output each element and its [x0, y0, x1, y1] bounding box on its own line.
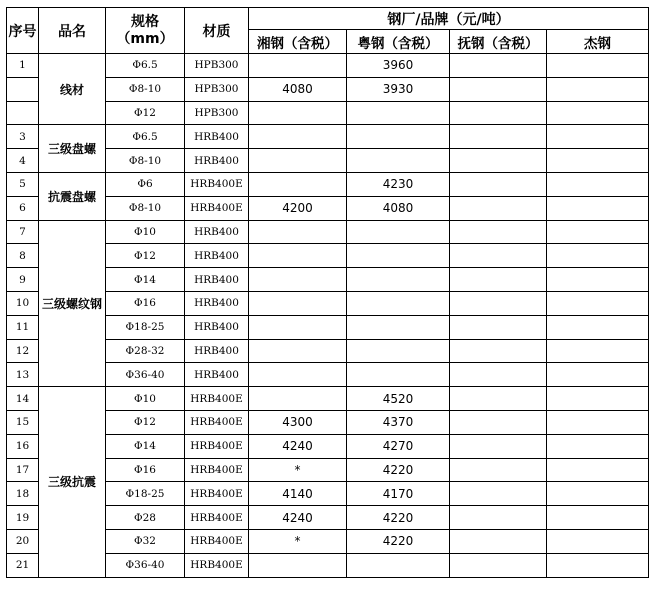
- header-spec: [106, 8, 185, 54]
- material-cell: HRB400E: [185, 458, 249, 482]
- price-jie-cell: [547, 268, 649, 292]
- price-yue-cell: [347, 101, 450, 125]
- price-fu-cell: [450, 268, 547, 292]
- material-cell: HRB400E: [185, 172, 249, 196]
- price-xiang-cell: 4300: [249, 410, 347, 434]
- price-fu-cell: [450, 529, 547, 553]
- price-yue-cell: [347, 268, 450, 292]
- price-jie-cell: [547, 529, 649, 553]
- price-xiang-cell: [249, 172, 347, 196]
- spec-cell: Φ8-10: [106, 196, 185, 220]
- material-cell: HPB300: [185, 54, 249, 78]
- header-brand-jie: 杰钢: [547, 30, 649, 54]
- spec-cell: Φ10: [106, 220, 185, 244]
- price-jie-cell: [547, 553, 649, 577]
- price-fu-cell: [450, 434, 547, 458]
- price-yue-cell: [347, 363, 450, 387]
- seq-cell: 1: [7, 54, 39, 78]
- price-xiang-cell: [249, 101, 347, 125]
- seq-cell: 8: [7, 244, 39, 268]
- material-cell: HRB400E: [185, 196, 249, 220]
- header-name: 品名: [39, 8, 106, 54]
- table-row: [7, 54, 649, 78]
- header-material: 材质: [185, 8, 249, 54]
- seq-cell: [7, 101, 39, 125]
- price-jie-cell: [547, 125, 649, 149]
- material-cell: HRB400: [185, 363, 249, 387]
- product-name-cell: 三级螺纹钢: [39, 220, 106, 387]
- price-yue-cell: 4220: [347, 458, 450, 482]
- price-jie-cell: [547, 482, 649, 506]
- spec-cell: Φ16: [106, 458, 185, 482]
- price-jie-cell: [547, 149, 649, 173]
- table-row: [7, 220, 649, 244]
- price-fu-cell: [450, 172, 547, 196]
- price-jie-cell: [547, 387, 649, 411]
- spec-cell: Φ14: [106, 268, 185, 292]
- price-xiang-cell: [249, 339, 347, 363]
- material-cell: HRB400E: [185, 553, 249, 577]
- price-jie-cell: [547, 244, 649, 268]
- price-yue-cell: 4520: [347, 387, 450, 411]
- header-brand-group: 钢厂/品牌（元/吨）: [249, 8, 649, 30]
- spec-cell: Φ36-40: [106, 363, 185, 387]
- spec-cell: Φ16: [106, 291, 185, 315]
- seq-cell: 12: [7, 339, 39, 363]
- material-cell: HRB400: [185, 125, 249, 149]
- product-name-cell: 线材: [39, 54, 106, 125]
- price-jie-cell: [547, 172, 649, 196]
- seq-cell: 9: [7, 268, 39, 292]
- price-yue-cell: 4220: [347, 529, 450, 553]
- price-fu-cell: [450, 149, 547, 173]
- price-yue-cell: [347, 220, 450, 244]
- seq-cell: 18: [7, 482, 39, 506]
- header-seq: 序号: [7, 8, 39, 54]
- price-xiang-cell: *: [249, 458, 347, 482]
- seq-cell: 15: [7, 410, 39, 434]
- price-fu-cell: [450, 77, 547, 101]
- spec-cell: Φ36-40: [106, 553, 185, 577]
- price-fu-cell: [450, 101, 547, 125]
- price-xiang-cell: [249, 315, 347, 339]
- price-xiang-cell: [249, 387, 347, 411]
- table-row: [7, 387, 649, 411]
- spec-cell: Φ12: [106, 410, 185, 434]
- product-name-cell: 三级盘螺: [39, 125, 106, 173]
- seq-cell: 21: [7, 553, 39, 577]
- spec-cell: Φ8-10: [106, 149, 185, 173]
- price-jie-cell: [547, 410, 649, 434]
- header-brand-fu: 抚钢（含税）: [450, 30, 547, 54]
- price-xiang-cell: [249, 54, 347, 78]
- price-fu-cell: [450, 387, 547, 411]
- price-fu-cell: [450, 339, 547, 363]
- price-xiang-cell: 4080: [249, 77, 347, 101]
- seq-cell: 7: [7, 220, 39, 244]
- header-brand-xiang: 湘钢（含税）: [249, 30, 347, 54]
- table-body: [7, 54, 649, 578]
- material-cell: HPB300: [185, 101, 249, 125]
- spec-cell: Φ32: [106, 529, 185, 553]
- price-fu-cell: [450, 553, 547, 577]
- price-fu-cell: [450, 506, 547, 530]
- seq-cell: 11: [7, 315, 39, 339]
- spec-cell: Φ6.5: [106, 54, 185, 78]
- price-jie-cell: [547, 458, 649, 482]
- seq-cell: 3: [7, 125, 39, 149]
- product-name-cell: 三级抗震: [39, 387, 106, 577]
- spec-cell: Φ10: [106, 387, 185, 411]
- seq-cell: 14: [7, 387, 39, 411]
- price-fu-cell: [450, 315, 547, 339]
- seq-cell: [7, 77, 39, 101]
- price-yue-cell: 4270: [347, 434, 450, 458]
- price-xiang-cell: 4140: [249, 482, 347, 506]
- price-xiang-cell: *: [249, 529, 347, 553]
- price-xiang-cell: [249, 291, 347, 315]
- spec-cell: Φ12: [106, 101, 185, 125]
- price-yue-cell: 4080: [347, 196, 450, 220]
- table-row: [7, 125, 649, 149]
- seq-cell: 10: [7, 291, 39, 315]
- price-yue-cell: 4230: [347, 172, 450, 196]
- material-cell: HRB400: [185, 315, 249, 339]
- spec-cell: Φ28-32: [106, 339, 185, 363]
- material-cell: HRB400: [185, 149, 249, 173]
- steel-price-table: [6, 7, 649, 578]
- price-fu-cell: [450, 196, 547, 220]
- seq-cell: 5: [7, 172, 39, 196]
- price-xiang-cell: [249, 149, 347, 173]
- price-xiang-cell: 4240: [249, 506, 347, 530]
- price-jie-cell: [547, 196, 649, 220]
- price-fu-cell: [450, 363, 547, 387]
- material-cell: HRB400: [185, 339, 249, 363]
- spec-cell: Φ6: [106, 172, 185, 196]
- material-cell: HRB400E: [185, 410, 249, 434]
- seq-cell: 20: [7, 529, 39, 553]
- price-fu-cell: [450, 410, 547, 434]
- material-cell: HRB400: [185, 291, 249, 315]
- spec-cell: Φ12: [106, 244, 185, 268]
- price-fu-cell: [450, 244, 547, 268]
- price-xiang-cell: [249, 244, 347, 268]
- price-yue-cell: 4220: [347, 506, 450, 530]
- spec-cell: Φ8-10: [106, 77, 185, 101]
- material-cell: HRB400E: [185, 482, 249, 506]
- material-cell: HRB400E: [185, 434, 249, 458]
- seq-cell: 4: [7, 149, 39, 173]
- price-xiang-cell: [249, 125, 347, 149]
- price-jie-cell: [547, 54, 649, 78]
- price-fu-cell: [450, 482, 547, 506]
- seq-cell: 16: [7, 434, 39, 458]
- header-brand-yue: 粤钢（含税）: [347, 30, 450, 54]
- price-jie-cell: [547, 506, 649, 530]
- price-yue-cell: [347, 125, 450, 149]
- price-xiang-cell: [249, 268, 347, 292]
- price-xiang-cell: 4200: [249, 196, 347, 220]
- price-xiang-cell: 4240: [249, 434, 347, 458]
- spec-cell: Φ18-25: [106, 482, 185, 506]
- seq-cell: 17: [7, 458, 39, 482]
- header-spec-line2: （mm）: [116, 30, 174, 47]
- price-jie-cell: [547, 339, 649, 363]
- price-jie-cell: [547, 315, 649, 339]
- material-cell: HRB400E: [185, 506, 249, 530]
- price-yue-cell: [347, 315, 450, 339]
- price-yue-cell: 4370: [347, 410, 450, 434]
- spec-cell: Φ6.5: [106, 125, 185, 149]
- material-cell: HRB400E: [185, 387, 249, 411]
- material-cell: HPB300: [185, 77, 249, 101]
- price-jie-cell: [547, 434, 649, 458]
- price-xiang-cell: [249, 553, 347, 577]
- spec-cell: Φ28: [106, 506, 185, 530]
- header-row: [7, 8, 649, 30]
- price-yue-cell: 4170: [347, 482, 450, 506]
- price-jie-cell: [547, 363, 649, 387]
- product-name-cell: 抗震盘螺: [39, 172, 106, 220]
- price-yue-cell: [347, 244, 450, 268]
- material-cell: HRB400: [185, 244, 249, 268]
- price-jie-cell: [547, 220, 649, 244]
- price-jie-cell: [547, 77, 649, 101]
- spec-cell: Φ18-25: [106, 315, 185, 339]
- price-jie-cell: [547, 101, 649, 125]
- price-xiang-cell: [249, 363, 347, 387]
- seq-cell: 19: [7, 506, 39, 530]
- material-cell: HRB400E: [185, 529, 249, 553]
- price-yue-cell: [347, 553, 450, 577]
- price-fu-cell: [450, 458, 547, 482]
- price-jie-cell: [547, 291, 649, 315]
- seq-cell: 13: [7, 363, 39, 387]
- price-fu-cell: [450, 291, 547, 315]
- price-yue-cell: [347, 291, 450, 315]
- price-yue-cell: [347, 149, 450, 173]
- price-xiang-cell: [249, 220, 347, 244]
- price-fu-cell: [450, 54, 547, 78]
- seq-cell: 6: [7, 196, 39, 220]
- price-yue-cell: 3960: [347, 54, 450, 78]
- price-yue-cell: 3930: [347, 77, 450, 101]
- spec-cell: Φ14: [106, 434, 185, 458]
- price-yue-cell: [347, 339, 450, 363]
- price-fu-cell: [450, 125, 547, 149]
- price-fu-cell: [450, 220, 547, 244]
- table-row: [7, 172, 649, 196]
- material-cell: HRB400: [185, 220, 249, 244]
- header-spec-line1: 规格: [131, 13, 159, 30]
- material-cell: HRB400: [185, 268, 249, 292]
